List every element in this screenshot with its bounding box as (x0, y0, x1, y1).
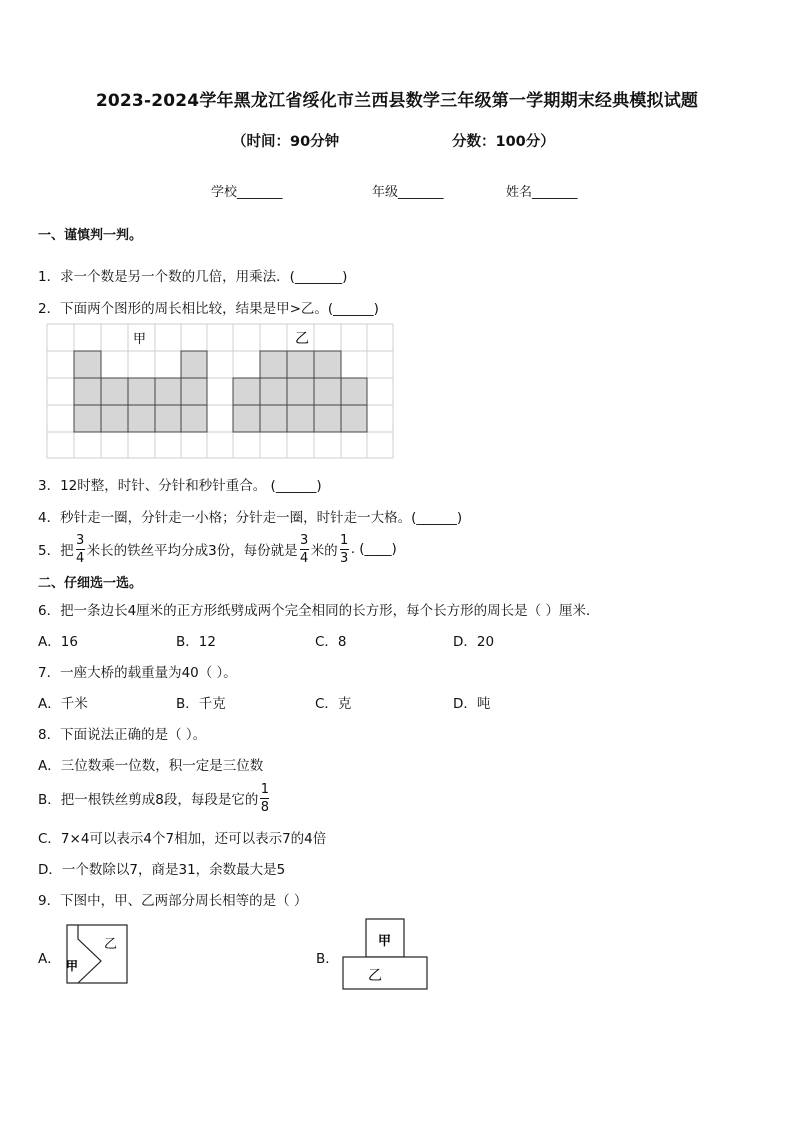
grade-field: 年级_______ (372, 185, 444, 200)
q5-fraction-1: $\frac{3}{4}$ (75, 532, 85, 566)
q9-b-jia-label: 甲 (378, 934, 392, 949)
q8-option-b-text: B．把一根铁丝剪成8段，每段是它的 (38, 792, 259, 808)
exam-score: 分数：100分） (452, 134, 555, 150)
q5-fraction-3: $\frac{1}{3}$ (340, 532, 349, 566)
q8-option-b-fraction: $\frac{1}{8}$ (260, 781, 269, 815)
q9-option-a-label: A． (38, 951, 61, 967)
q9-figure-a (64, 924, 130, 986)
q6-option-d: D．20 (453, 634, 495, 650)
q5-prefix: 5．把 (38, 543, 74, 559)
name-field: 姓名_______ (506, 185, 578, 200)
question-2: 2．下面两个图形的周长相比较，结果是甲>乙。(______) (38, 301, 379, 317)
q2-grid-figure (47, 324, 397, 460)
exam-time: （时间：90分钟 (232, 134, 340, 150)
section-heading-2: 二、仔细选一选。 (38, 576, 143, 591)
question-1: 1．求一个数是另一个数的几倍，用乘法．(_______) (38, 269, 348, 285)
q9-a-yi-label: 乙 (104, 937, 118, 952)
school-field: 学校_______ (211, 185, 283, 200)
q8-option-c: C．7×4可以表示4个7相加，还可以表示7的4倍 (38, 831, 327, 847)
page-title: 2023-2024学年黑龙江省绥化市兰西县数学三年级第一学期期末经典模拟试题 (95, 91, 699, 111)
question-6: 6．把一条边长4厘米的正方形纸劈成两个完全相同的长方形，每个长方形的周长是（ ）厘米． (38, 603, 600, 619)
question-8: 8．下面说法正确的是（ ）。 (38, 727, 207, 743)
question-9: 9．下图中，甲、乙两部分周长相等的是（ ） (38, 893, 308, 909)
q5-middle-2: 米的 (310, 543, 338, 559)
q8-option-d: D．一个数除以7，商是31，余数最大是5 (38, 862, 286, 878)
q5-middle: 米长的铁丝平均分成3份，每份就是 (86, 543, 298, 559)
q9-figure-b (342, 918, 430, 992)
q6-option-a: A．16 (38, 634, 78, 650)
section-heading-1: 一、谨慎判一判。 (38, 228, 143, 243)
q8-option-a: A．三位数乘一位数，积一定是三位数 (38, 758, 264, 774)
q6-option-b: B．12 (176, 634, 216, 650)
question-4: 4．秒针走一圈，分针走一小格；分针走一圈，时针走一大格。(______) (38, 510, 463, 526)
q7-option-b: B．千克 (176, 696, 226, 712)
q7-option-d: D．吨 (453, 696, 491, 712)
q6-option-c: C．8 (315, 634, 347, 650)
q5-fraction-2: $\frac{3}{4}$ (300, 532, 309, 566)
question-3: 3．12时整，时针、分针和秒针重合。 (______) (38, 478, 322, 494)
q2-label-b: 乙 (295, 331, 309, 347)
q5-end: . (____) (350, 541, 397, 557)
q8-option-b (38, 779, 271, 817)
q7-option-c: C．克 (315, 696, 352, 712)
question-7: 7．一座大桥的载重量为40（ ）。 (38, 665, 237, 681)
q9-b-yi-label: 乙 (368, 968, 382, 984)
q9-option-b-label: B． (316, 951, 339, 967)
q9-a-jia-label: 甲 (66, 959, 79, 973)
q2-label-a: 甲 (133, 332, 147, 347)
question-5 (38, 530, 397, 568)
q7-option-a: A．千米 (38, 696, 88, 712)
